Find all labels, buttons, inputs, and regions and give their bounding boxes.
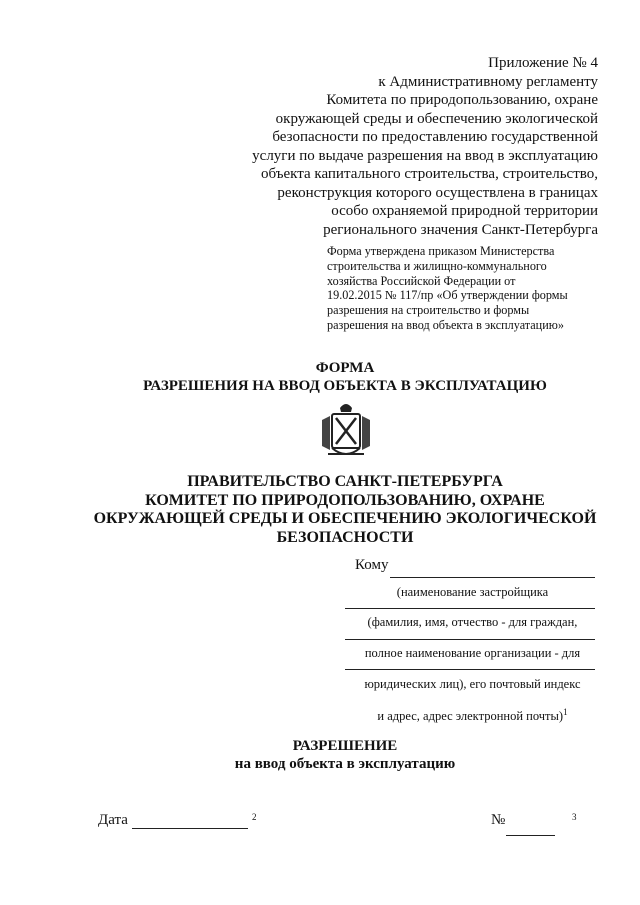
number-field-line[interactable]	[506, 835, 555, 836]
appendix-line: Приложение № 4	[488, 55, 598, 71]
authority-line: КОМИТЕТ ПО ПРИРОДОПОЛЬЗОВАНИЮ, ОХРАНЕ	[145, 491, 545, 509]
form-title-line: ФОРМА	[315, 360, 375, 376]
recipient-field-line[interactable]	[390, 577, 595, 578]
footnote-mark: 2	[252, 812, 257, 822]
note-line: 19.02.2015 № 117/пр «Об утверждении формы	[327, 288, 568, 303]
appendix-line: Комитета по природопользованию, охране	[326, 92, 598, 108]
note-line: разрешения на строительство и формы	[327, 303, 530, 318]
permit-title: РАЗРЕШЕНИЕ	[292, 738, 398, 754]
authority-line: ПРАВИТЕЛЬСТВО САНКТ-ПЕТЕРБУРГА	[187, 473, 503, 490]
appendix-line: реконструкция которого осуществлена в границах	[277, 184, 598, 201]
recipient-caption: полное наименование организации - для	[364, 646, 581, 660]
note-line: хозяйства Российской Федерации от	[327, 273, 516, 288]
appendix-line: к Административному регламенту	[378, 73, 598, 90]
authority-heading	[0, 473, 640, 547]
authority-line: ОКРУЖАЮЩЕЙ СРЕДЫ И ОБЕСПЕЧЕНИЮ ЭКОЛОГИЧЕСКОЙ	[93, 510, 597, 527]
authority-line: БЕЗОПАСНОСТИ	[276, 528, 414, 546]
date-label: Дата	[98, 812, 128, 828]
note-line: разрешения на ввод объекта в эксплуатацию»	[327, 317, 564, 332]
footnote-mark: 1	[563, 707, 568, 717]
appendix-line: услуги по выдаче разрешения на ввод в эксплуатацию	[252, 147, 598, 164]
form-title	[0, 359, 640, 395]
recipient-field-line[interactable]	[345, 669, 595, 670]
appendix-line: объекта капитального строительства, строительство,	[260, 166, 598, 182]
recipient-caption-last	[350, 707, 595, 724]
appendix-line: особо охраняемой природной территории	[331, 203, 598, 219]
appendix-line: окружающей среды и обеспечению экологической	[275, 110, 598, 127]
footnote-mark: 3	[572, 812, 577, 822]
permit-subtitle: на ввод объекта в эксплуатацию	[234, 756, 456, 772]
recipient-caption: и адрес, адрес электронной почты)	[377, 709, 564, 724]
number-label: №	[491, 812, 506, 828]
note-line: строительства и жилищно-коммунального	[327, 258, 547, 273]
appendix-line: регионального значения Санкт-Петербурга	[323, 221, 598, 238]
note-line: Форма утверждена приказом Министерства	[327, 244, 555, 258]
coat-of-arms-emblem	[318, 400, 374, 462]
appendix-line: безопасности по предоставлению государственной	[272, 129, 598, 145]
recipient-label: Кому	[355, 557, 389, 573]
recipient-field-line[interactable]	[345, 639, 595, 640]
recipient-caption: юридических лиц), его почтовый индекс	[364, 677, 581, 691]
recipient-caption: (наименование застройщика	[396, 585, 549, 599]
recipient-field-line[interactable]	[345, 608, 595, 609]
permit-heading	[0, 737, 640, 773]
date-field-line[interactable]	[132, 828, 248, 829]
form-title-line: РАЗРЕШЕНИЯ НА ВВОД ОБЪЕКТА В ЭКСПЛУАТАЦИЮ	[143, 378, 547, 394]
recipient-caption: (фамилия, имя, отчество - для граждан,	[367, 615, 578, 629]
form-approval-note	[327, 244, 568, 333]
appendix-header	[252, 54, 598, 239]
